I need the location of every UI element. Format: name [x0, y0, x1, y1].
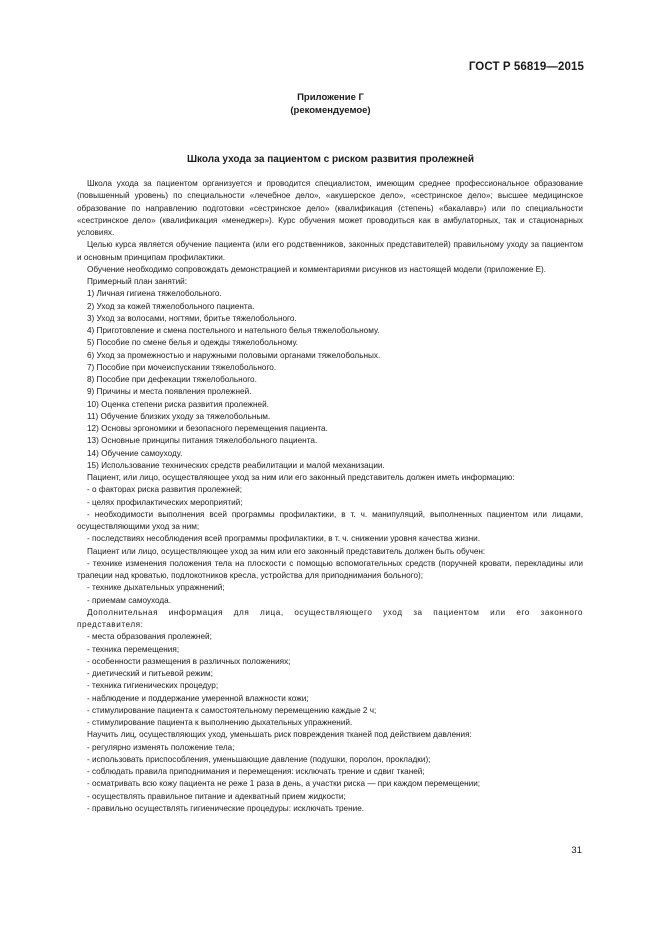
info-item: - о факторах риска развития пролежней;	[87, 485, 243, 495]
risk-item: - регулярно изменять положение тела;	[87, 742, 235, 752]
plan-item: 9) Причины и места появления пролежней.	[87, 387, 252, 397]
plan-item: 12) Основы эргономики и безопасного перемещения пациента.	[87, 424, 328, 433]
document-body	[77, 178, 583, 815]
train-item: - приемам самоухода.	[87, 595, 172, 605]
plan-item: 13) Основные принципы питания тяжелобольного пациента.	[87, 436, 318, 446]
paragraph: Примерный план занятий:	[87, 277, 187, 286]
plan-item: 10) Оценка степени риска развития пролежней.	[87, 399, 269, 409]
extra-intro: Дополнительная информация для лица, осуществляющего уход за пациентом или его законного представителя:	[77, 607, 583, 629]
standard-header: ГОСТ Р 56819—2015	[468, 61, 584, 73]
plan-item: 7) Пособие при мочеиспускании тяжелобольного.	[87, 362, 277, 372]
page-number: 31	[571, 845, 582, 856]
risk-item: - использовать приспособления, уменьшающие давление (подушки, поролон, прокладки);	[87, 754, 431, 764]
document-title: Школа ухода за пациентом с риском развития пролежней	[186, 154, 475, 165]
extra-item: - стимулирование пациента к выполнению дыхательных упражнений.	[87, 718, 353, 727]
extra-item: - стимулирование пациента к самостоятельному перемещению каждые 2 ч;	[87, 705, 377, 715]
paragraph: Целью курса является обучение пациента (или его родственников, законных представителей) правильному уходу за пациентом и основным принципам профилактики.	[77, 240, 583, 262]
plan-item: 8) Пособие при дефекации тяжелобольного.	[87, 375, 257, 384]
extra-item: - места образования пролежней;	[87, 632, 212, 642]
appendix-title: Приложение Г	[297, 92, 364, 103]
risk-item: - осуществлять правильное питание и адекватный прием жидкости;	[87, 791, 346, 801]
risk-item: - правильно осуществлять гигиенические процедуры: исключать трение.	[87, 803, 365, 813]
plan-item: 14) Обучение самоуходу.	[87, 448, 183, 458]
appendix-heading	[0, 91, 661, 117]
plan-item: 15) Использование технических средств реабилитации и малой механизации.	[87, 460, 385, 470]
plan-item: 6) Уход за промежностью и наружными половыми органами тяжелобольных.	[87, 350, 381, 360]
risk-item: - соблюдать правила приподнимания и перемещения: исключать трение и сдвиг тканей;	[87, 767, 425, 776]
info-item: - необходимости выполнения всей программы профилактики, в т. ч. манипуляций, выполненных пациентом или лицами, осуществляющими уход за ним;	[77, 509, 583, 531]
extra-item: - техника перемещения;	[87, 644, 180, 654]
plan-item: 5) Пособие по смене белья и одежды тяжелобольному.	[87, 338, 299, 348]
train-item: - технике дыхательных упражнений;	[87, 583, 225, 593]
plan-item: 11) Обучение близких уходу за тяжелобольным.	[87, 411, 271, 421]
plan-item: 3) Уход за волосами, ногтями, бритье тяжелобольного.	[87, 313, 297, 323]
plan-item: 2) Уход за кожей тяжелобольного пациента.	[87, 301, 255, 311]
appendix-note: (рекомендуемое)	[290, 105, 371, 116]
paragraph: Школа ухода за пациентом организуется и проводится специалистом, имеющим среднее профессиональное образование (повышенный уровень) по специальности «лечебное дело», «акушерское дело», «сестринское дело»; высшее медицинское образование по направлению подготовки «сестринское дело» (квалификация (степень) «бакалавр») или по специальности «сестринское дело» (квалификация «менеджер»). Курс обучения может проводиться как в амбулаторных, так и стационарных условиях.	[77, 179, 583, 237]
train-intro: Пациент или лицо, осуществляющее уход за ним или его законный представитель должен быть обучен:	[87, 546, 486, 556]
plan-item: 1) Личная гигиена тяжелобольного.	[87, 289, 222, 299]
extra-item: - наблюдение и поддержание умеренной влажности кожи;	[87, 693, 309, 703]
risk-intro: Научить лиц, осуществляющих уход, уменьшать риск повреждения тканей под действием давления:	[87, 730, 472, 740]
train-item: - технике изменения положения тела на плоскости с помощью вспомогательных средств (поручней кровати, перекладины или трапеции над кроватью, подлокотников кресла, устройства для приподнимания больного);	[77, 558, 583, 580]
info-item: - целях профилактических мероприятий;	[87, 497, 243, 507]
extra-item: - техника гигиенических процедур;	[87, 681, 219, 691]
extra-item: - особенности размещения в различных положениях;	[87, 656, 291, 666]
plan-item: 4) Приготовление и смена постельного и нательного белья тяжелобольному.	[87, 326, 380, 335]
info-intro: Пациент, или лицо, осуществляющее уход за ним или его законный представитель должен иметь информацию:	[87, 473, 515, 482]
info-item: - последствиях несоблюдения всей программы профилактики, в т. ч. снижении уровня качества жизни.	[87, 534, 481, 544]
paragraph: Обучение необходимо сопровождать демонстрацией и комментариями рисунков из настоящей модели (приложение Е).	[87, 264, 547, 274]
extra-item: - диетический и питьевой режим;	[87, 669, 213, 678]
risk-item: - осматривать всю кожу пациента не реже 1 раза в день, а участки риска — при каждом перемещении;	[87, 779, 481, 789]
